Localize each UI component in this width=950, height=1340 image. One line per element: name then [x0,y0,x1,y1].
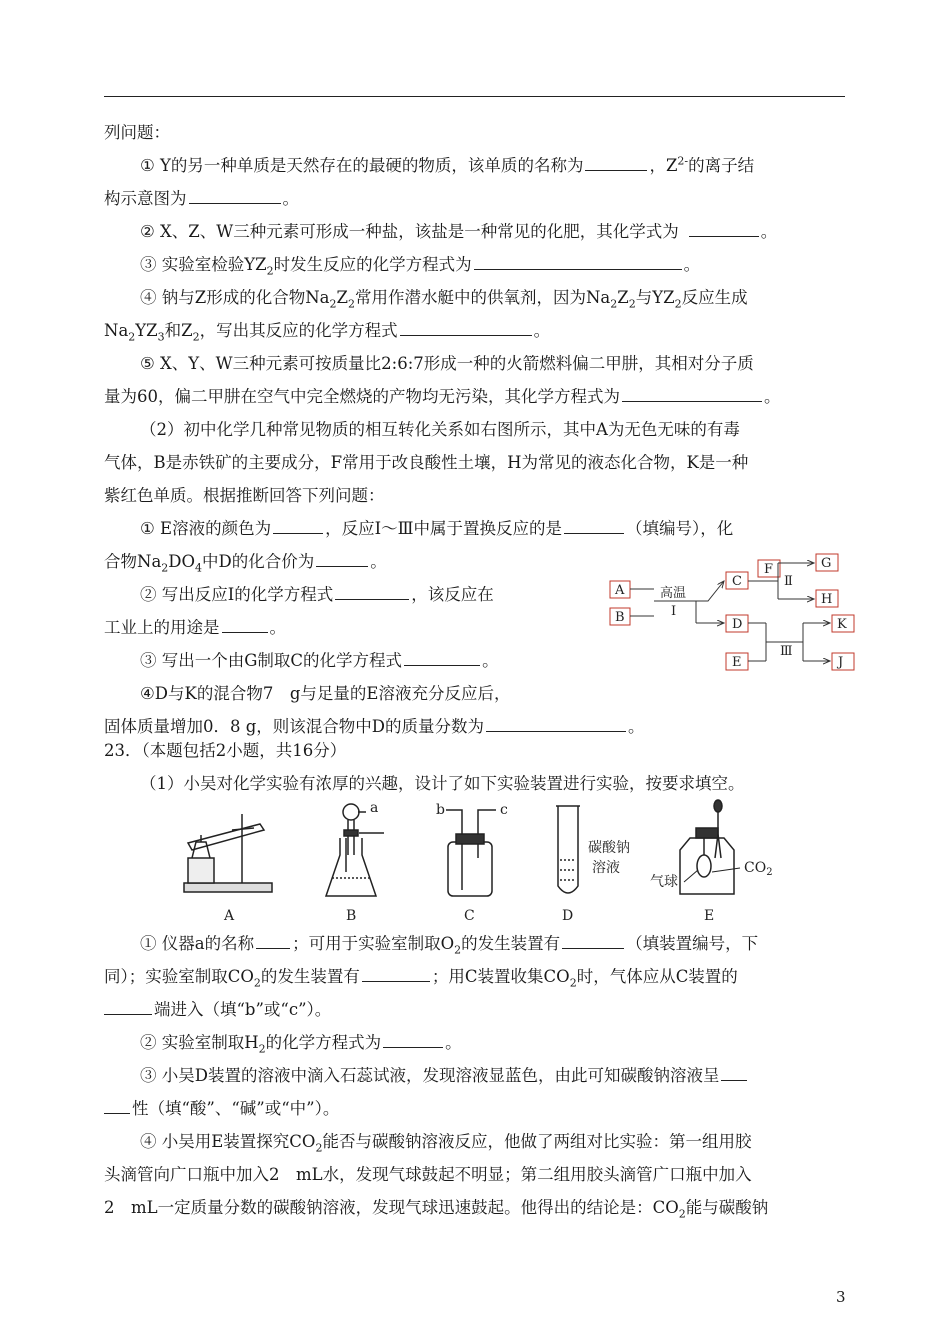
apparatus-figure [174,800,773,928]
text-line: 同）；实验室制取$CO_2$的发生装置有 ；用C装置收集$CO_2$时，气体应从C装置的 [104,967,738,990]
answer-blank[interactable] [400,320,532,336]
header-rule [104,96,845,97]
answer-blank[interactable] [222,617,268,633]
answer-blank[interactable] [622,386,762,402]
label-e: E [704,908,715,924]
text-line: 2 mL一定质量分数的碳酸钠溶液，发现气球迅速鼓起。他得出的结论是：$CO_2$能与碳酸钠 [104,1198,769,1221]
text-line: 列问题： [104,123,170,142]
label-d: D [562,908,574,924]
answer-blank[interactable] [273,518,323,534]
answer-blank[interactable] [335,584,409,600]
answer-blank[interactable] [104,999,152,1015]
text-line: ② X、Z、W三种元素可形成一种盐，该盐是一种常见的化肥，其化学式为 。 [140,222,778,241]
text-line: 量为60，偏二甲肼在空气中完全燃烧的产物均无污染，其化学方程式为 。 [104,387,781,406]
text-line: ① Y的另一种单质是天然存在的最硬的物质，该单质的名称为 ，$Z^{2-}$的离子结 [140,154,755,175]
text-line: 合物$Na_2DO_4$中D的化合价为 。 [104,552,387,575]
label-e: E [732,655,742,670]
label-reaction-3: Ⅲ [780,644,793,659]
label-reaction-1: Ⅰ [671,604,677,619]
text-line: 气体，B是赤铁矿的主要成分，F常用于改良酸性土壤，H为常见的液态化合物，K是一种 [104,453,749,472]
text-line: ④D与K的混合物7 g与足量的E溶液充分反应后， [140,684,511,703]
label-f: F [764,562,774,577]
label-balloon: 气球 [650,874,678,890]
label-c: C [464,908,475,924]
apparatus-b [326,804,384,896]
label-k: K [837,617,847,632]
answer-blank[interactable] [486,716,626,732]
text-line: 23．（本题包括2小题，共16分） [104,741,347,760]
label-g: G [821,556,832,571]
label-part-c: c [500,802,508,818]
text-line: $Na_2YZ_3$和$Z_2$，写出其反应的化学方程式 。 [104,321,551,344]
apparatus-a [184,814,272,892]
label-b: B [346,908,357,924]
answer-blank[interactable] [585,155,647,171]
text-line: ① E溶液的颜色为 ，反应Ⅰ～Ⅲ中属于置换反应的是 （填编号），化 [140,519,734,538]
label-c: C [732,574,742,589]
text-line: 性（填“酸”、“碱”或“中”）。 [104,1098,339,1120]
answer-blank[interactable] [562,933,624,949]
text-line: ① 仪器a的名称 ；可用于实验室制取$O_2$的发生装置有 （填装置编号，下 [140,934,759,957]
label-part-b: b [436,802,445,818]
label-reaction-2: Ⅱ [784,574,793,589]
label-co2: $CO_2$ [744,860,773,878]
label-j: J [838,655,844,670]
apparatus-d [556,806,580,893]
apparatus-e [680,800,734,894]
label-a: A [615,583,625,598]
text-line: ③ 实验室检验$YZ_2$时发生反应的化学方程式为 。 [140,255,701,278]
label-h: H [821,592,833,607]
answer-blank[interactable] [689,221,759,237]
answer-blank[interactable] [474,254,682,270]
answer-blank[interactable] [362,966,430,982]
conversion-diagram [608,553,863,673]
text-line: ④ 小吴用E装置探究$CO_2$能否与碳酸钠溶液反应，他做了两组对比实验：第一组用胶 [140,1132,752,1155]
text-line: 工业上的用途是 。 [104,618,286,637]
text-line: ⑤ X、Y、W三种元素可按质量比2:6:7形成一种的火箭燃料偏二甲肼，其相对分子质 [140,354,754,373]
answer-blank[interactable] [383,1032,443,1048]
text-line: （1）小吴对化学实验有浓厚的兴趣，设计了如下实验装置进行实验，按要求填空。 [140,774,745,793]
answer-blank[interactable] [721,1065,747,1081]
text-line: （2）初中化学几种常见物质的相互转化关系如右图所示，其中A为无色无味的有毒 [140,420,740,439]
text-line: ② 实验室制取$H_2$的化学方程式为 。 [140,1033,462,1056]
text-line: 端进入（填“b”或“c”）。 [104,999,331,1021]
text-line: 紫红色单质。根据推断回答下列问题： [104,486,385,505]
answer-blank[interactable] [104,1098,130,1114]
text-line: ③ 小吴D装置的溶液中滴入石蕊试液，发现溶液显蓝色，由此可知碳酸钠溶液呈 [140,1065,749,1087]
label-sodium-carbonate: 碳酸钠 [588,840,630,856]
label-solution: 溶液 [592,860,620,876]
text-line: 固体质量增加0．8 g，则该混合物中D的质量分数为 。 [104,717,645,736]
label-part-a: a [370,800,379,816]
text-line: 构示意图为 。 [104,189,299,208]
apparatus-c [446,810,496,896]
text-line: ④ 钠与Z形成的化合物$Na_2Z_2$常用作潜水艇中的供氧剂，因为$Na_2Z_2$与$YZ_2$反应生成 [140,288,748,311]
answer-blank[interactable] [564,518,624,534]
answer-blank[interactable] [256,933,290,949]
label-d: D [732,617,743,632]
answer-blank[interactable] [404,650,480,666]
label-condition: 高温 [660,586,687,601]
text-line: ③ 写出一个由G制取C的化学方程式 。 [140,651,499,670]
label-b: B [615,610,625,625]
answer-blank[interactable] [189,188,281,204]
text-line: 头滴管向广口瓶中加入2 mL水，发现气球鼓起不明显；第二组用胶头滴管广口瓶中加入 [104,1165,752,1184]
text-line: ② 写出反应Ⅰ的化学方程式 ，该反应在 [140,585,494,604]
page-number: 3 [836,1288,846,1306]
label-a: A [224,908,235,924]
answer-blank[interactable] [316,551,368,567]
